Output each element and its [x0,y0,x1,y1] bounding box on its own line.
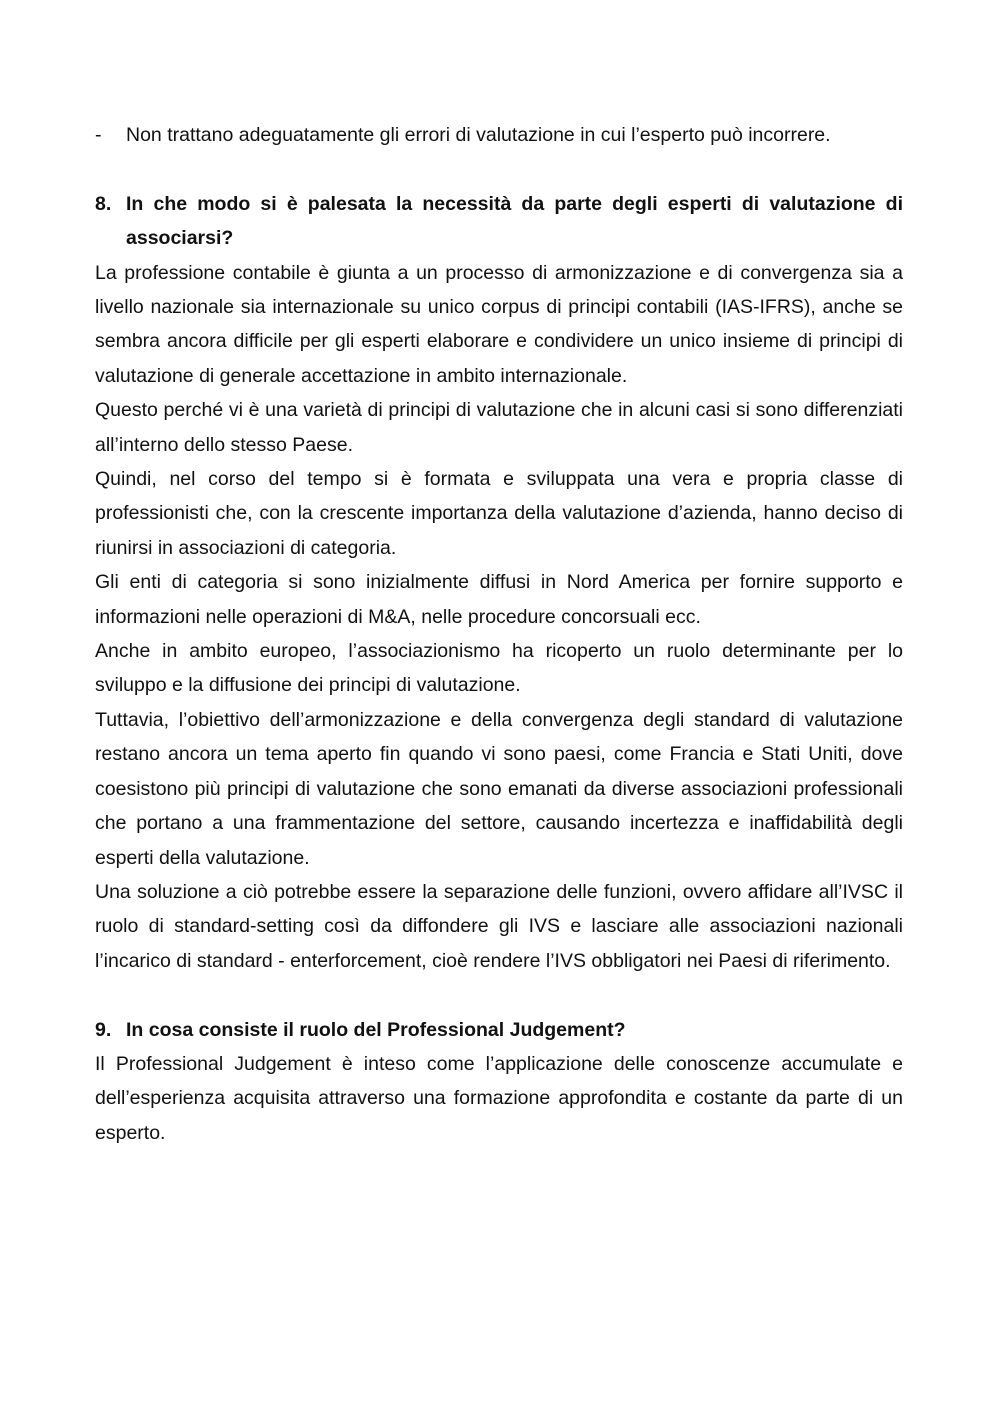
paragraph: Tuttavia, l’obiettivo dell’armonizzazione e della convergenza degli standard di valutazione restano ancora un tema aperto fin quando vi sono paesi, come Francia e Stati Uniti, dove coesistono più principi di valutazione che sono emanati da diverse associazioni professionali che portano a una frammentazione del settore, causando incertezza e inaffidabilità degli esperti della valutazione. [95,708,903,869]
spacer [95,152,903,186]
bullet-text: Non trattano adeguatamente gli errori di valutazione in cui l’esperto può incorrere. [126,124,831,146]
section-8-title: In che modo si è palesata la necessità da parte degli esperti di valutazione di associarsi? [126,192,903,250]
paragraph: Quindi, nel corso del tempo si è formata e sviluppata una vera e propria classe di professionisti che, con la crescente importanza della valutazione d’azienda, hanno deciso di riunirsi in associazioni di categoria. [95,468,903,559]
section-9-title: In cosa consiste il ruolo del Professional Judgement? [126,1018,626,1041]
paragraph: Gli enti di categoria si sono inizialmente diffusi in Nord America per fornire supporto e informazioni nelle operazioni di M&A, nelle procedure concorsuali ecc. [95,571,903,628]
document-page [95,118,903,1150]
paragraph: Una soluzione a ciò potrebbe essere la separazione delle funzioni, ovvero affidare all’IVSC il ruolo di standard-setting così da diffondere gli IVS e lasciare alle associazioni nazionali l’incarico di standard - enterforcement, cioè rendere l’IVS obbligatori nei Paesi di riferimento. [95,880,903,972]
paragraph: La professione contabile è giunta a un processo di armonizzazione e di convergenza sia a livello nazionale sia internazionale su unico corpus di principi contabili (IAS-IFRS), anche se sembra ancora difficile per gli esperti elaborare e condividere un unico insieme di principi di valutazione di generale accettazione in ambito internazionale. [95,261,903,387]
section-8-heading [95,187,903,256]
paragraph: Questo perché vi è una varietà di principi di valutazione che in alcuni casi si sono differenziati all’interno dello stesso Paese. [95,399,903,456]
bullet-item [95,118,903,152]
paragraph: Anche in ambito europeo, l’associazionismo ha ricoperto un ruolo determinante per lo sviluppo e la diffusione dei principi di valutazione. [95,640,903,697]
paragraph: Il Professional Judgement è inteso come l’applicazione delle conoscenze accumulate e dell’esperienza acquisita attraverso una formazione approfondita e costante da parte di un esperto. [95,1052,903,1144]
bullet-marker: - [95,124,102,146]
spacer [95,978,903,1012]
section-9-number: 9. [95,1018,112,1041]
section-8-number: 8. [95,192,112,215]
section-9-heading [95,1013,903,1047]
